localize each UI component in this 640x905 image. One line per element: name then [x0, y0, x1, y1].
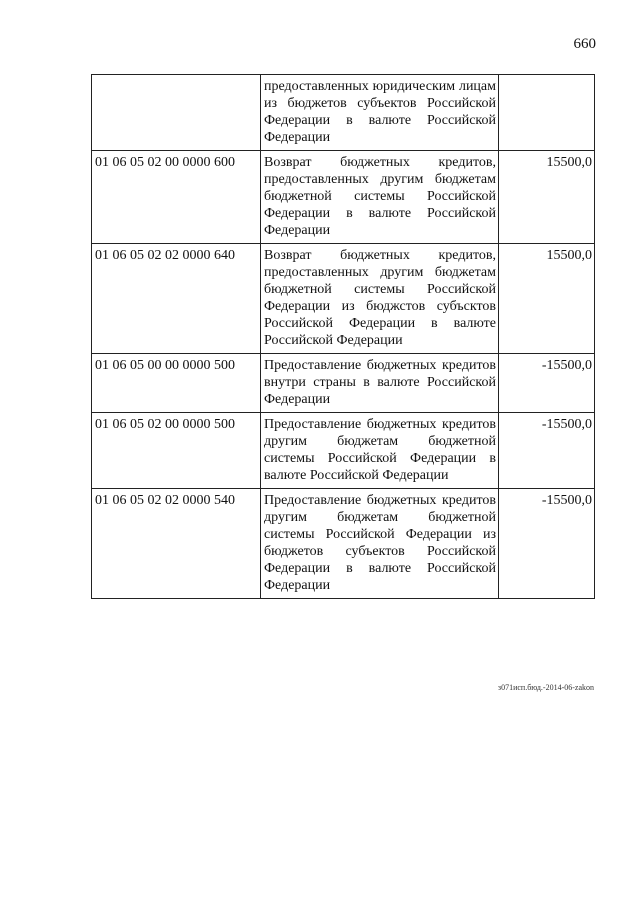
- budget-code-cell: [92, 75, 261, 151]
- description-cell: Предоставление бюджетных кредитов другим бюджетам бюджетной системы Российской Федерации в валюте Российской Федерации: [261, 413, 499, 489]
- description-cell: Возврат бюджетных кредитов, предоставленных другим бюджетам бюджетной системы Российской Федерации из бюджстов субъсктов Российской Федерации в валюте Российской Федерации: [261, 244, 499, 354]
- page-number: 660: [573, 36, 596, 52]
- budget-code-cell: 01 06 05 00 00 0000 500: [92, 354, 261, 413]
- budget-sources-table: [91, 74, 595, 599]
- description-cell: предоставленных юридическим лицам из бюджетов субъектов Российской Федерации в валюте Российской Федерации: [261, 75, 499, 151]
- budget-code-cell: 01 06 05 02 00 0000 500: [92, 413, 261, 489]
- table-row: [92, 489, 595, 599]
- description-cell: Предоставление бюджетных кредитов другим бюджетам бюджетной системы Российской Федерации из бюджетов субъектов Российской Федерации в валюте Российской Федерации: [261, 489, 499, 599]
- amount-cell: 15500,0: [499, 244, 595, 354]
- description-cell: Предоставление бюджетных кредитов внутри страны в валюте Российской Федерации: [261, 354, 499, 413]
- table-row: [92, 75, 595, 151]
- budget-code-cell: 01 06 05 02 02 0000 540: [92, 489, 261, 599]
- amount-cell: [499, 75, 595, 151]
- budget-code-cell: 01 06 05 02 02 0000 640: [92, 244, 261, 354]
- table-row: [92, 244, 595, 354]
- amount-cell: 15500,0: [499, 151, 595, 244]
- amount-cell: -15500,0: [499, 354, 595, 413]
- budget-code-cell: 01 06 05 02 00 0000 600: [92, 151, 261, 244]
- table-row: [92, 354, 595, 413]
- document-reference: з071исп.бюд.-2014-06-zakon: [497, 683, 594, 692]
- table-row: [92, 413, 595, 489]
- amount-cell: -15500,0: [499, 489, 595, 599]
- amount-cell: -15500,0: [499, 413, 595, 489]
- table-row: [92, 151, 595, 244]
- description-cell: Возврат бюджетных кредитов, предоставленных другим бюджетам бюджетной системы Российской Федерации в валюте Российской Федерации: [261, 151, 499, 244]
